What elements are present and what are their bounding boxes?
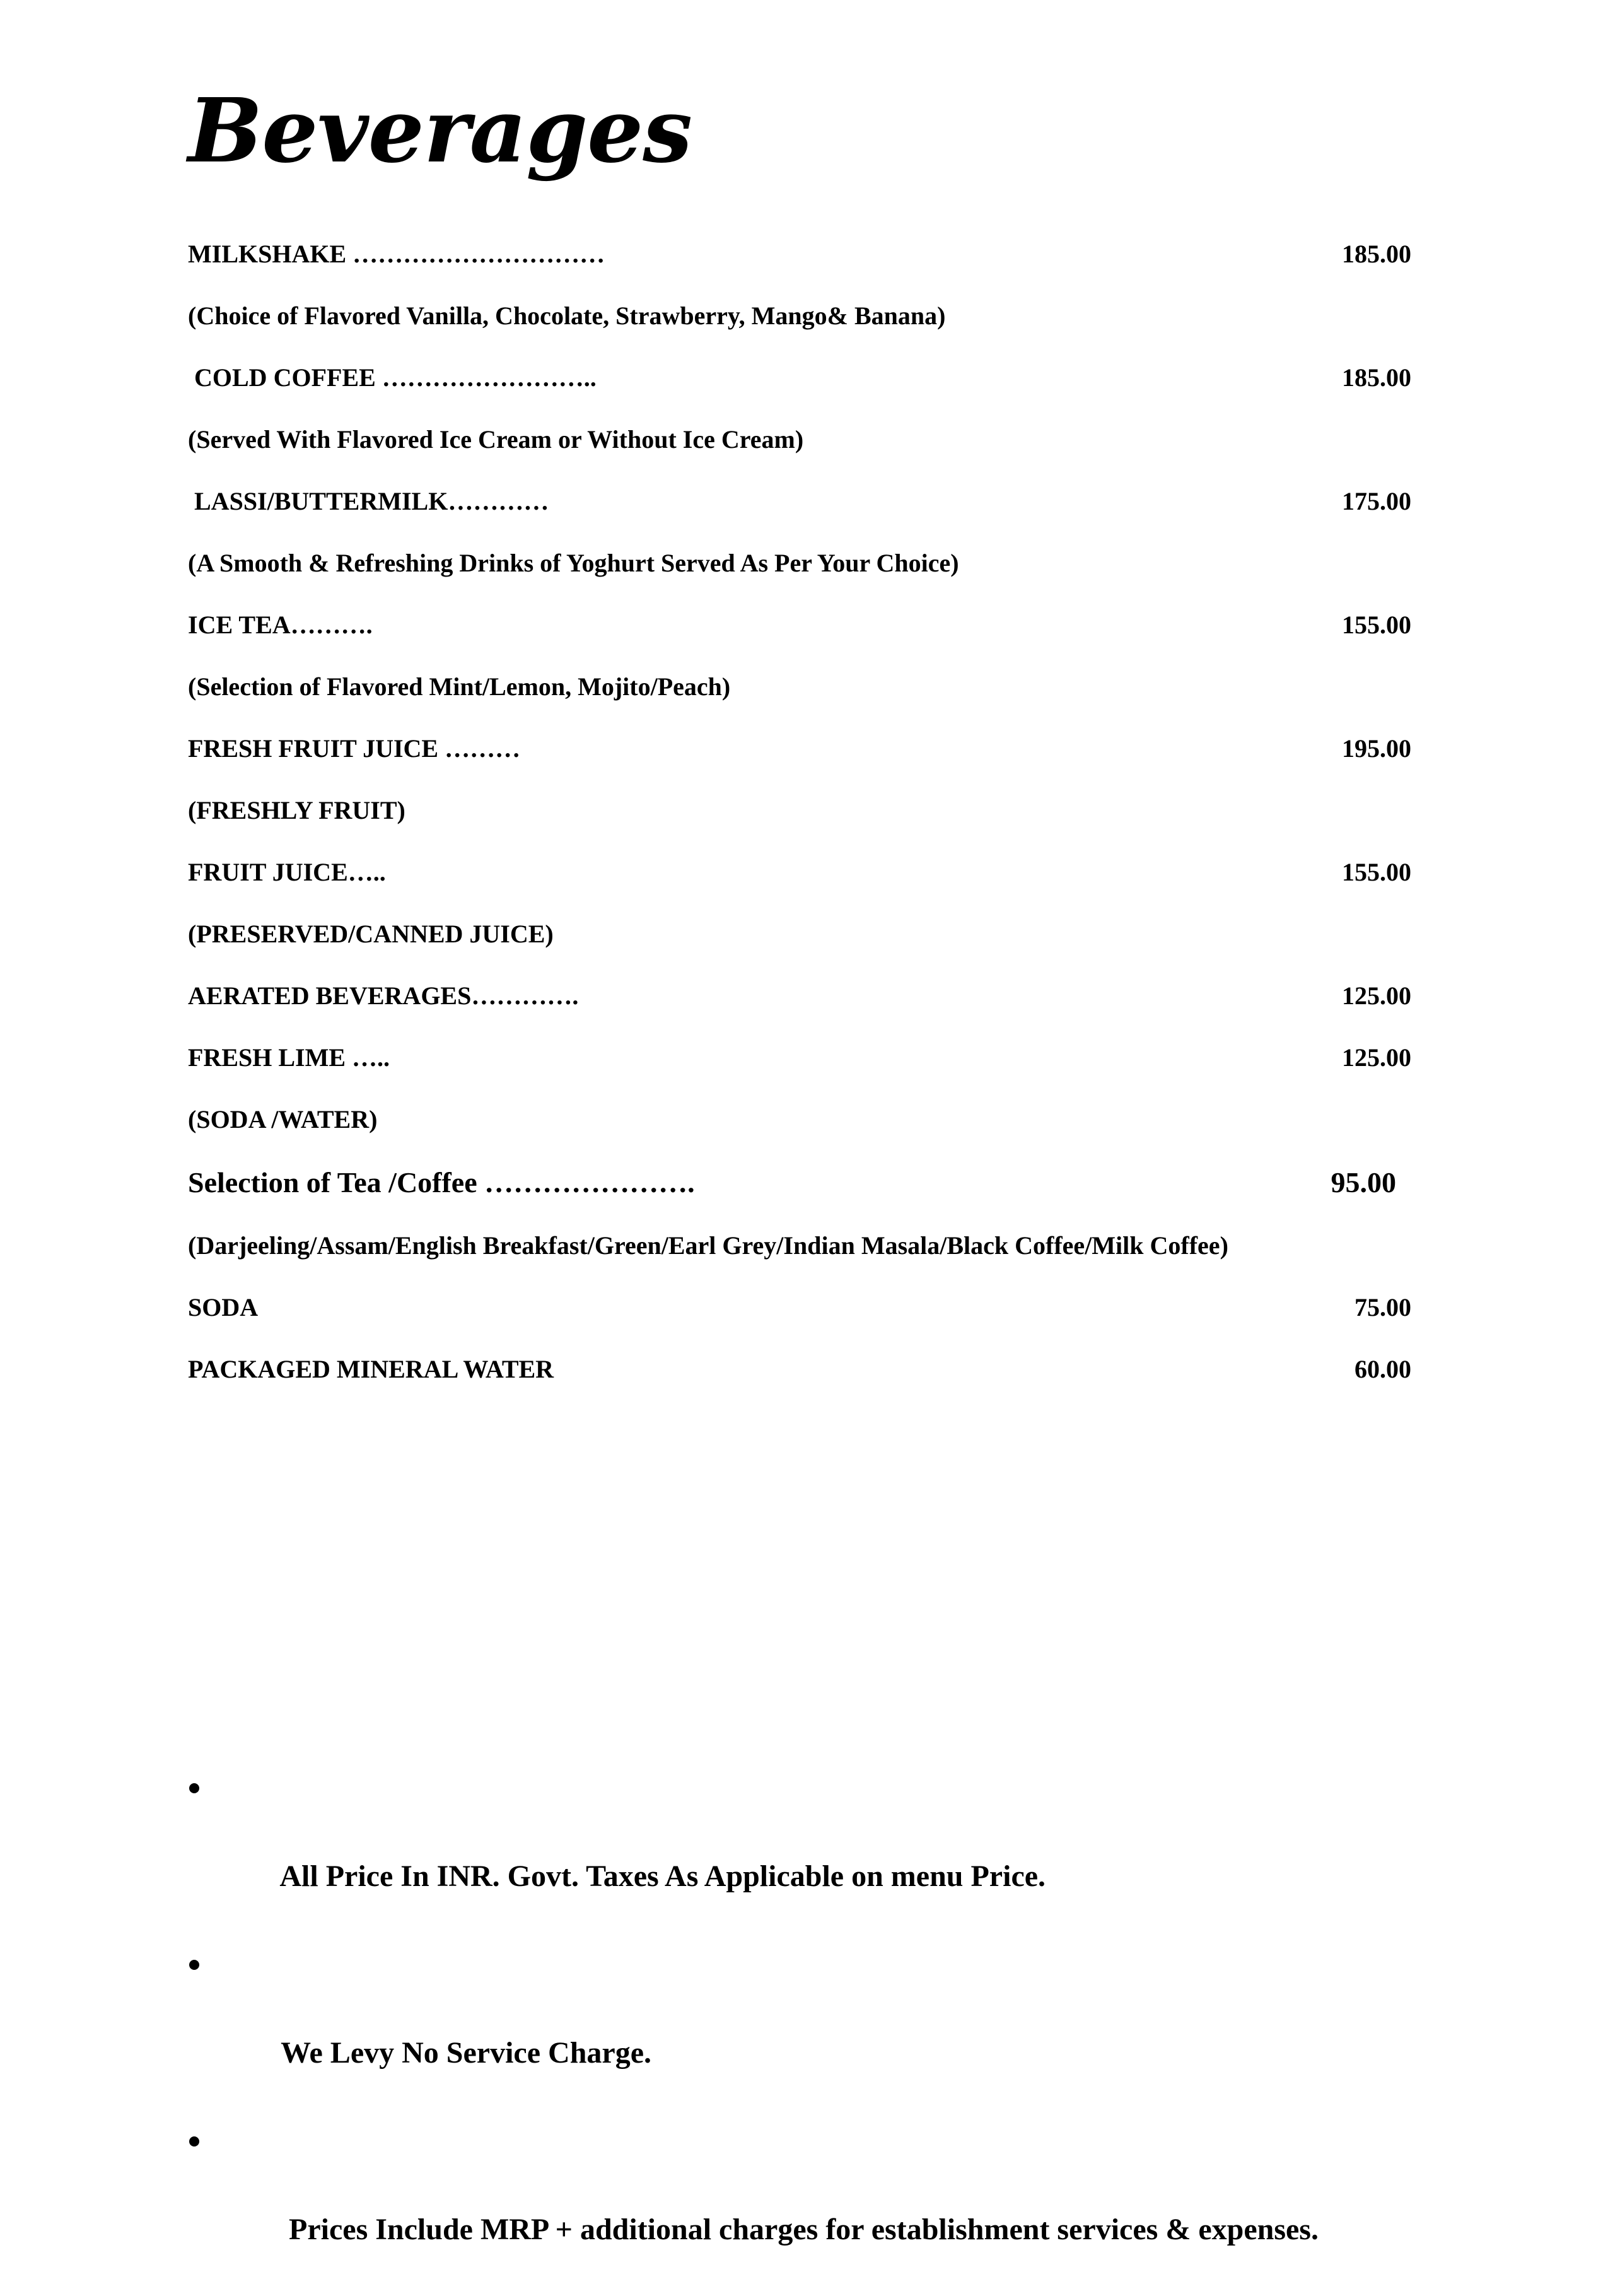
menu-item-milkshake [188, 235, 1411, 273]
item-price: 185.00 [1342, 240, 1411, 268]
menu-item-ice-tea [188, 606, 1411, 644]
item-price: 95.00 [1331, 1166, 1396, 1198]
item-price: 125.00 [1342, 1043, 1411, 1072]
item-name: AERATED BEVERAGES…………. [188, 981, 579, 1010]
menu-item-tea-coffee [188, 1164, 1411, 1202]
item-name: LASSI/BUTTERMILK………… [188, 487, 549, 515]
item-description-text: (A Smooth & Refreshing Drinks of Yoghurt Served As Per Your Choice) [188, 549, 959, 577]
menu-item-aerated-beverages [188, 977, 1411, 1015]
notes-list [188, 1766, 1319, 2296]
menu-item-soda [188, 1289, 1411, 1327]
bullet-icon [189, 1783, 199, 1793]
item-name: MILKSHAKE ………………………… [188, 240, 605, 268]
item-price: 195.00 [1342, 734, 1411, 763]
item-description-text: (Choice of Flavored Vanilla, Chocolate, Strawberry, Mango& Banana) [188, 302, 946, 330]
item-price: 60.00 [1355, 1355, 1411, 1383]
item-description [188, 297, 1411, 335]
item-description-text: (FRESHLY FRUIT) [188, 796, 405, 824]
note-text: We Levy No Service Charge. [281, 2036, 651, 2070]
item-description-text: (Darjeeling/Assam/English Breakfast/Green/Earl Grey/Indian Masala/Black Coffee/Milk Coffee) [188, 1231, 1228, 1260]
item-name: FRUIT JUICE….. [188, 858, 386, 886]
menu-item-fresh-fruit-juice [188, 730, 1411, 768]
item-price: 125.00 [1342, 981, 1411, 1010]
item-name: COLD COFFEE …………………….. [188, 363, 597, 392]
note-text: Prices Include MRP + additional charges for establishment services & expenses. [281, 2213, 1319, 2246]
menu-item-packaged-mineral-water [188, 1350, 1411, 1388]
item-price: 175.00 [1342, 487, 1411, 515]
menu-item-cold-coffee [188, 359, 1411, 397]
menu-item-fruit-juice [188, 853, 1411, 891]
menu-item-fresh-lime [188, 1039, 1411, 1077]
item-price: 155.00 [1342, 858, 1411, 886]
item-price: 155.00 [1342, 611, 1411, 639]
item-description [188, 915, 1411, 953]
item-description [188, 792, 1411, 829]
item-description-text: (Selection of Flavored Mint/Lemon, Mojito/Peach) [188, 672, 731, 701]
bullet-icon [189, 1960, 199, 1970]
item-name: PACKAGED MINERAL WATER [188, 1355, 554, 1383]
item-description-text: (PRESERVED/CANNED JUICE) [188, 920, 554, 948]
bullet-icon [189, 2136, 199, 2147]
item-name: FRESH FRUIT JUICE ……… [188, 734, 521, 763]
note-text: All Price In INR. Govt. Taxes As Applicable on menu Price. [279, 1860, 1046, 1893]
note-item [188, 1943, 1319, 2119]
item-price: 185.00 [1342, 363, 1411, 392]
item-name: ICE TEA………. [188, 611, 373, 639]
item-description-text: (Served With Flavored Ice Cream or Without Ice Cream) [188, 425, 804, 454]
item-description [188, 1101, 1411, 1139]
item-name: SODA [188, 1293, 259, 1321]
item-description [188, 544, 1411, 582]
item-name: Selection of Tea /Coffee …………………. [188, 1166, 695, 1198]
note-item [188, 2119, 1319, 2296]
item-price: 75.00 [1355, 1293, 1411, 1321]
item-description-text: (SODA /WATER) [188, 1105, 378, 1133]
item-description [188, 1227, 1411, 1265]
item-description [188, 421, 1411, 459]
item-description [188, 668, 1411, 706]
page-title: Beverages [188, 79, 692, 183]
menu-item-lassi-buttermilk [188, 483, 1411, 520]
item-name: FRESH LIME ….. [188, 1043, 390, 1072]
note-item [188, 1766, 1319, 1943]
